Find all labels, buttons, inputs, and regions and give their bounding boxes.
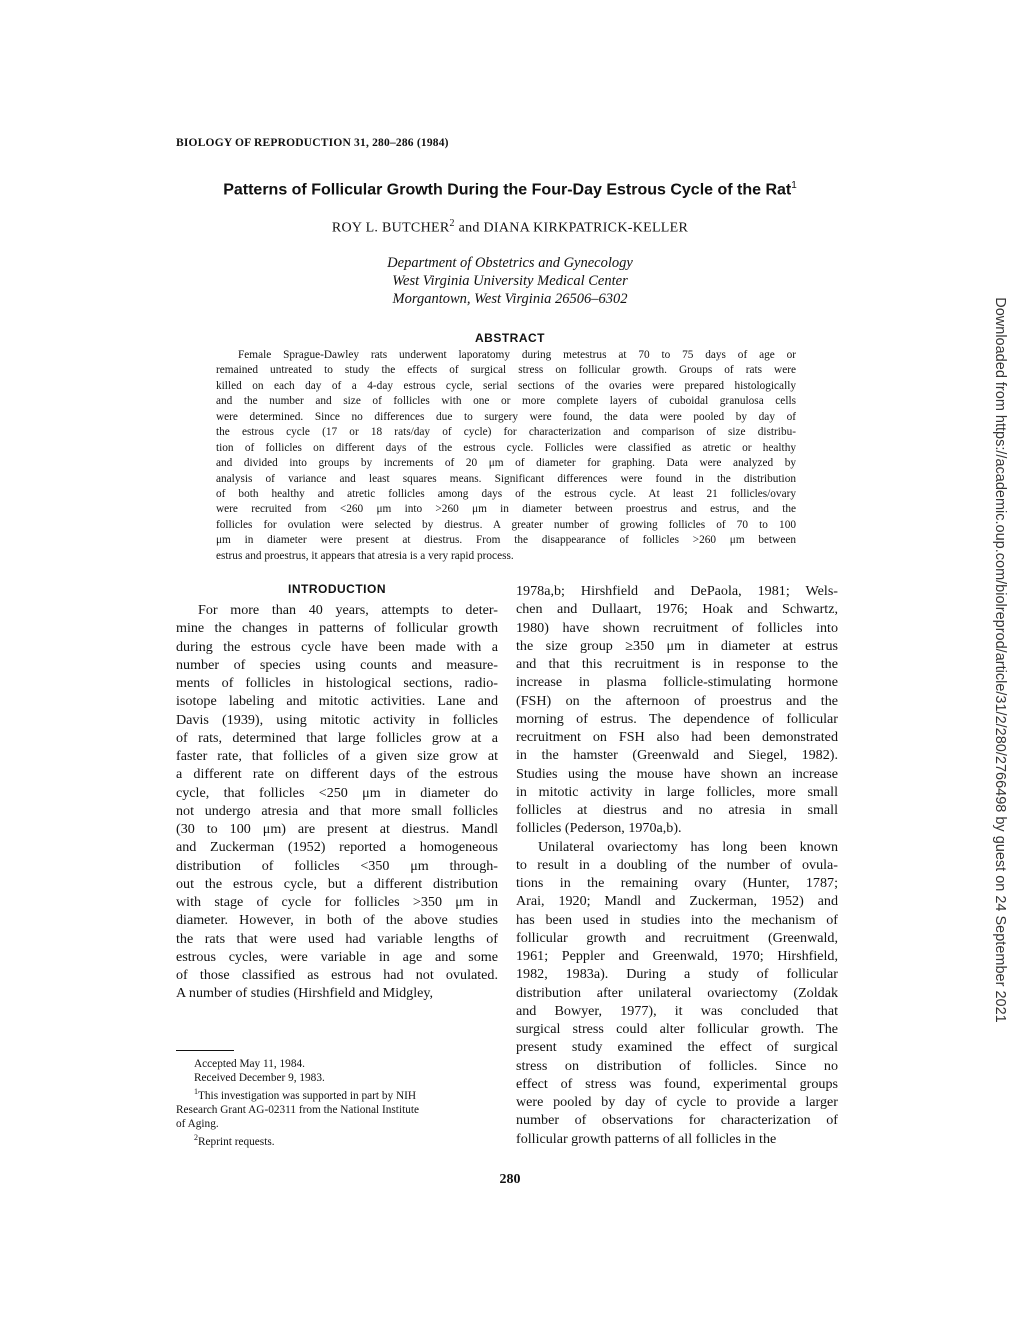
body-column-left xyxy=(176,601,498,1003)
abstract-line: follicles for ovulation were selected by diestrus. A greater number of growing follicles of 70 to 100 xyxy=(216,518,796,531)
paper-title xyxy=(0,180,1020,199)
body-line: and Zuckerman (1952) reported a homogeneous xyxy=(176,839,498,856)
body-line: Studies using the mouse have shown an increase xyxy=(516,765,838,782)
body-line: number of species using counts and measure- xyxy=(176,656,498,673)
abstract-line: the estrous cycle (17 or 18 rats/day of cycle) for characterization and comparison of size distribu- xyxy=(216,426,796,439)
body-line: of rats, determined that large follicles grow at a xyxy=(176,729,498,746)
abstract-line: analysis of variance and least squares means. Significant differences were found in the distribution xyxy=(216,472,796,485)
body-line: faster rate, that follicles of a given size grow at xyxy=(176,748,498,764)
body-line: the size group ≥350 μm in diameter at estrus xyxy=(516,637,838,654)
body-line: 1980) have shown recruitment of follicles into xyxy=(516,619,838,636)
abstract-line: killed on each day of a 4-day estrous cycle, serial sections of the ovaries were prepared histologically xyxy=(216,379,796,392)
body-line: A number of studies (Hirshfield and Midgley, xyxy=(176,985,434,1002)
body-line: diameter. However, in both of the above studies xyxy=(176,912,498,929)
paper-title-text: Patterns of Follicular Growth During the Four-Day Estrous Cycle of the Rat xyxy=(223,181,792,199)
body-line: were pooled by day of cycle to provide a larger xyxy=(516,1094,838,1110)
body-line: surgical stress could alter follicular growth. The xyxy=(516,1021,838,1037)
body-line: increase in plasma follicle-stimulating hormone xyxy=(516,674,838,691)
body-line: 1982, 1983a). During a study of follicular xyxy=(516,966,838,983)
body-line: in the hamster (Greenwald and Siegel, 1982). xyxy=(516,747,838,764)
body-line: follicles (Pederson, 1970a,b). xyxy=(516,820,682,837)
affiliation-institution: West Virginia University Medical Center xyxy=(392,273,628,289)
author-1-footnote-mark: 2 xyxy=(449,218,455,229)
footnote-2 xyxy=(176,1131,498,1149)
body-line: follicles at diestrus and no atresia in small xyxy=(516,802,838,818)
body-line: tions in the remaining ovary (Hunter, 1787; xyxy=(516,875,838,891)
footnote-1-text-a: This investigation was supported in part by NIH xyxy=(198,1089,417,1102)
abstract-line: and the number and size of follicles with one or more complete layers of cuboidal granulosa cells xyxy=(216,395,796,408)
footnote-rule xyxy=(176,1050,234,1051)
download-watermark: Downloaded from https://academic.oup.com/biolreprod/article/31/2/280/2766498 by guest on 24 September 2021 xyxy=(992,297,1008,1023)
body-line: and that this recruitment is in response to the xyxy=(516,656,838,672)
affiliation xyxy=(0,254,1020,308)
body-column-right xyxy=(516,582,838,1148)
body-line: 1961; Peppler and Greenwald, 1970; Hirshfield, xyxy=(516,948,838,964)
body-line: during the estrous cycle have been made with a xyxy=(176,638,498,655)
footnote-1-mark: 1 xyxy=(194,1087,198,1096)
body-line: effect of stress was found, experimental groups xyxy=(516,1075,838,1092)
body-line: ments of follicles in histological sections, radio- xyxy=(176,675,498,691)
body-line: distribution of follicles <350 μm through- xyxy=(176,857,498,874)
author-2: DIANA KIRKPATRICK-KELLER xyxy=(483,220,689,236)
footnote-accepted: Accepted May 11, 1984. xyxy=(194,1058,305,1070)
body-line: in mitotic activity in large follicles, more small xyxy=(516,783,838,800)
abstract-line: and divided into groups by increments of 20 μm of diameter for graphing. Data were analyzed by xyxy=(216,457,796,470)
footnote-2-text: Reprint requests. xyxy=(198,1135,275,1148)
abstract-line: estrus and proestrus, it appears that atresia is a very rapid process. xyxy=(216,549,514,562)
footnote-received: Received December 9, 1983. xyxy=(194,1072,325,1084)
body-line: follicular growth and recruitment (Greenwald, xyxy=(516,929,838,946)
introduction-heading: INTRODUCTION xyxy=(288,582,386,596)
footnote-1-continued: Research Grant AG-02311 from the National Institute xyxy=(176,1103,420,1116)
abstract-line: remained untreated to study the effects of surgical stress on follicular growth. Groups of rats were xyxy=(216,364,796,377)
body-line: of those classified as estrous had not ovulated. xyxy=(176,967,498,983)
footnotes xyxy=(176,1057,498,1149)
body-line: chen and Dullaart, 1976; Hoak and Schwartz, xyxy=(516,601,838,618)
body-line: recruitment on FSH also had been demonstrated xyxy=(516,729,838,745)
title-footnote-mark: 1 xyxy=(791,180,797,191)
journal-citation: BIOLOGY OF REPRODUCTION 31, 280–286 (1984) xyxy=(176,137,449,149)
body-line: has been used in studies into the mechanism of xyxy=(516,911,838,928)
body-line: Unilateral ovariectomy has long been known xyxy=(538,838,838,855)
footnote-2-mark: 2 xyxy=(194,1132,198,1142)
body-line: estrous cycles, were variable in age and some xyxy=(176,948,498,965)
footnote-1 xyxy=(176,1085,498,1103)
author-1: ROY L. BUTCHER xyxy=(331,220,450,236)
page-number: 280 xyxy=(499,1172,521,1187)
body-line: present study examined the effect of surgical xyxy=(516,1039,838,1056)
abstract-line: of both healthy and atretic follicles among days of the estrous cycle. At least 21 follicles/ovary xyxy=(216,487,796,500)
body-line: out the estrous cycle, but a different distribution xyxy=(176,875,498,892)
abstract-line: μm in diameter were present at diestrus. From the disappearance of follicles >260 μm between xyxy=(216,534,796,547)
body-line: distribution after unilateral ovariectomy (Zoldak xyxy=(516,984,838,1001)
footnote-1-end: of Aging. xyxy=(176,1117,219,1130)
abstract-heading: ABSTRACT xyxy=(475,331,545,345)
abstract-line: were recruited from <260 μm into >260 μm in diameter between proestrus and estrus, and the xyxy=(216,503,796,516)
body-line: a different rate on different days of the estrous xyxy=(176,766,498,783)
body-line: isotope labeling and mitotic activities. Lane and xyxy=(176,693,498,710)
author-list xyxy=(0,218,1020,237)
affiliation-location: Morgantown, West Virginia 26506–6302 xyxy=(392,291,628,307)
abstract-line: were determined. Since no differences due to surgery were found, the data were pooled by day of xyxy=(216,410,796,423)
body-line: follicular growth patterns of all follicles in the xyxy=(516,1130,777,1147)
abstract-line: Female Sprague-Dawley rats underwent laporatomy during metestrus at 70 to 75 days of age or xyxy=(238,349,796,361)
author-joiner: and xyxy=(454,220,484,236)
body-line: cycle, that follicles <250 μm in diameter do xyxy=(176,784,498,801)
body-line: For more than 40 years, attempts to deter- xyxy=(198,602,498,618)
body-line: stress on distribution of follicles. Since no xyxy=(516,1057,838,1074)
body-line: 1978a,b; Hirshfield and DePaola, 1981; Wels- xyxy=(516,583,838,599)
body-line: number of observations for characterization of xyxy=(516,1112,838,1129)
body-line: morning of estrus. The dependence of follicular xyxy=(516,710,838,727)
body-line: the rats that were used had variable lengths of xyxy=(176,930,498,947)
abstract-body xyxy=(216,348,796,564)
body-line: (FSH) on the afternoon of proestrus and the xyxy=(516,692,838,709)
body-line: to result in a doubling of the number of ovula- xyxy=(516,856,838,873)
abstract-line: tion of follicles on different days of the estrous cycle. Follicles were classified as atretic or healthy xyxy=(216,441,796,454)
body-line: Davis (1939), using mitotic activity in follicles xyxy=(176,711,498,728)
body-line: (30 to 100 μm) are present at diestrus. Mandl xyxy=(176,821,498,837)
affiliation-department: Department of Obstetrics and Gynecology xyxy=(387,255,633,271)
body-line: mine the changes in patterns of follicular growth xyxy=(176,620,498,637)
body-line: not undergo atresia and that more small follicles xyxy=(176,802,498,819)
body-line: and Bowyer, 1977), it was concluded that xyxy=(516,1002,838,1019)
body-line: Arai, 1920; Mandl and Zuckerman, 1952) and xyxy=(516,893,838,910)
body-line: with stage of cycle for follicles >350 μm in xyxy=(176,894,498,910)
